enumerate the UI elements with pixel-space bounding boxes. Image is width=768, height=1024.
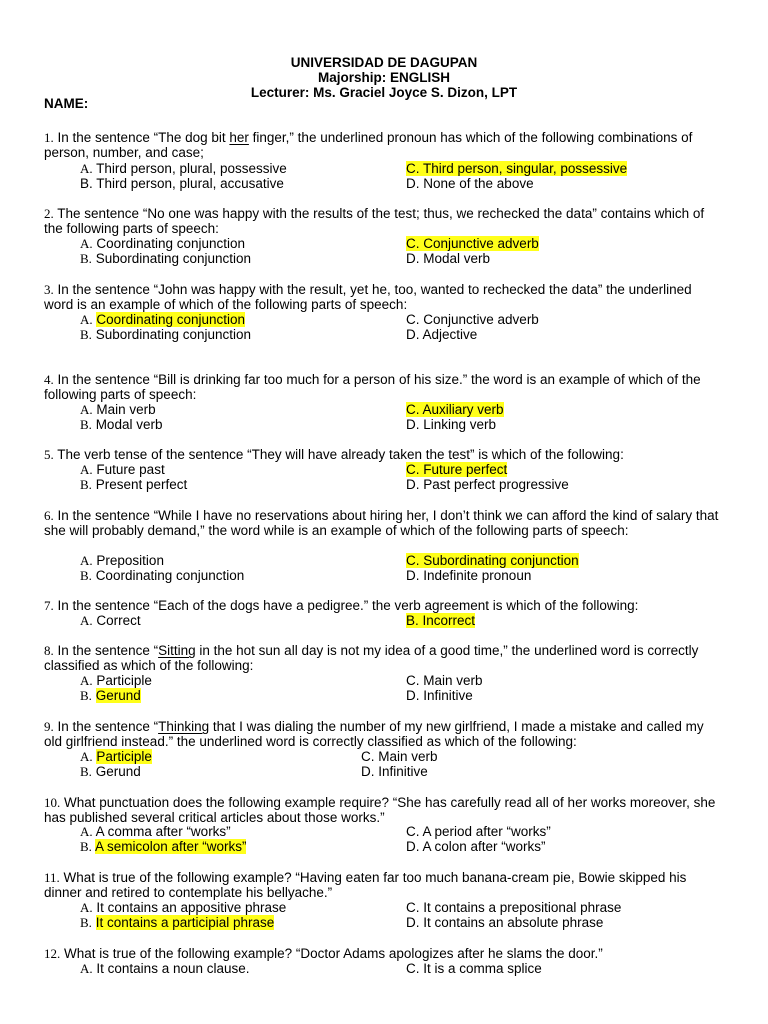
question-text bbox=[58, 598, 639, 613]
option-text: C. It is a comma splice bbox=[406, 961, 542, 976]
option-letter: B. bbox=[80, 915, 92, 931]
option-letter: A. bbox=[80, 236, 93, 251]
question-text bbox=[44, 206, 704, 236]
option-letter: B. bbox=[80, 251, 92, 267]
option-letter: B. bbox=[80, 839, 92, 855]
question-text bbox=[44, 870, 686, 900]
option-text: Participle bbox=[96, 749, 152, 764]
question-text-part: In the sentence “Bill is drinking far too much for a person of his size.” the word is an example of which of the following parts of speech: bbox=[44, 372, 701, 403]
option-text: D. Linking verb bbox=[406, 417, 497, 433]
option-text: Present perfect bbox=[95, 477, 188, 493]
option-letter: A. bbox=[80, 312, 93, 327]
underlined-word: Sitting bbox=[158, 643, 196, 658]
question-number: 11. bbox=[44, 870, 60, 885]
option-11-4 bbox=[406, 915, 603, 930]
question-number: 4. bbox=[44, 372, 54, 387]
option-text: D. None of the above bbox=[406, 176, 534, 192]
question-text-part: in the hot sun all day is not my idea of a good time,” the underlined word is correctly classified as which of the following: bbox=[44, 643, 699, 674]
option-8-2 bbox=[406, 673, 483, 688]
option-2-2 bbox=[406, 236, 539, 251]
option-letter: A. bbox=[80, 824, 93, 839]
question-number: 5. bbox=[44, 447, 54, 462]
question-text bbox=[44, 130, 692, 160]
option-letter: B. bbox=[80, 327, 92, 343]
option-8-1 bbox=[80, 673, 152, 688]
question-text bbox=[64, 946, 603, 961]
option-6-2 bbox=[406, 553, 579, 568]
question-text-part: What is true of the following example? “Doctor Adams apologizes after he slams the door.” bbox=[64, 946, 603, 961]
question-text bbox=[44, 372, 701, 402]
question-3 bbox=[44, 282, 724, 312]
option-letter: A. bbox=[80, 553, 93, 568]
option-11-2 bbox=[406, 900, 621, 915]
question-text-part: In the sentence “ bbox=[57, 643, 159, 658]
option-text: Coordinating conjunction bbox=[96, 236, 246, 251]
option-text: C. Future perfect bbox=[406, 462, 508, 477]
option-text: Coordinating conjunction bbox=[96, 312, 246, 327]
question-number: 6. bbox=[44, 508, 54, 523]
option-text: C. Conjunctive adverb bbox=[406, 312, 539, 327]
option-text: Modal verb bbox=[95, 417, 163, 433]
question-number: 3. bbox=[44, 282, 54, 297]
option-letter: A. bbox=[80, 613, 93, 628]
question-text-part: finger,” the underlined pronoun has which of the following combinations of person, number, and case; bbox=[44, 130, 693, 161]
option-text: Preposition bbox=[96, 553, 164, 568]
option-1-4 bbox=[406, 176, 534, 191]
question-number: 9. bbox=[44, 719, 54, 734]
question-8 bbox=[44, 643, 724, 673]
option-letter: A. bbox=[80, 161, 93, 176]
option-3-1 bbox=[80, 312, 245, 327]
option-text: Participle bbox=[96, 673, 152, 688]
option-9-2 bbox=[361, 749, 438, 764]
option-1-3 bbox=[80, 176, 284, 191]
question-12 bbox=[44, 946, 724, 961]
question-text bbox=[44, 643, 698, 673]
question-9 bbox=[44, 719, 724, 749]
option-3-2 bbox=[406, 312, 539, 327]
question-number: 8. bbox=[44, 643, 54, 658]
question-text-part: In the sentence “The dog bit bbox=[57, 130, 230, 145]
option-letter: B. bbox=[80, 568, 92, 584]
option-9-4 bbox=[361, 764, 428, 779]
question-5 bbox=[44, 447, 724, 462]
option-11-3 bbox=[80, 915, 274, 930]
option-letter: A. bbox=[80, 749, 93, 764]
option-text: Main verb bbox=[96, 402, 156, 417]
option-text: C. Main verb bbox=[406, 673, 483, 688]
question-number: 10. bbox=[44, 795, 61, 810]
majorship-title: Majorship: ENGLISH bbox=[317, 70, 450, 85]
option-6-4 bbox=[406, 568, 531, 583]
option-text: Coordinating conjunction bbox=[95, 568, 245, 584]
question-2 bbox=[44, 206, 724, 236]
option-text: C. It contains a prepositional phrase bbox=[406, 900, 622, 915]
option-2-1 bbox=[80, 236, 245, 251]
option-letter: B. bbox=[80, 764, 92, 780]
option-letter: A. bbox=[80, 402, 93, 417]
option-text: D. A colon after “works” bbox=[406, 839, 546, 855]
option-text: A semicolon after “works” bbox=[94, 839, 247, 855]
option-6-1 bbox=[80, 553, 164, 568]
question-11 bbox=[44, 870, 724, 900]
option-10-2 bbox=[406, 824, 551, 839]
option-3-3 bbox=[80, 327, 251, 342]
option-1-2 bbox=[406, 161, 627, 176]
university-title: UNIVERSIDAD DE DAGUPAN bbox=[290, 55, 478, 70]
option-text: Correct bbox=[96, 613, 141, 628]
option-5-3 bbox=[80, 477, 187, 492]
option-6-3 bbox=[80, 568, 244, 583]
question-text-part: The sentence “No one was happy with the results of the test; thus, we rechecked the data” contains which of the following parts of speech: bbox=[44, 206, 705, 237]
option-text: D. Indefinite pronoun bbox=[406, 568, 532, 584]
option-text: Third person, plural, possessive bbox=[96, 161, 287, 176]
question-6 bbox=[44, 508, 724, 538]
question-text-part: In the sentence “While I have no reservations about hiring her, I don’t think we can afford the kind of salary that she will probably demand,” the word while is an example of which of the following parts of speech: bbox=[44, 508, 719, 539]
option-12-2 bbox=[406, 961, 542, 976]
option-3-4 bbox=[406, 327, 477, 342]
question-number: 2. bbox=[44, 206, 54, 221]
name-label: NAME: bbox=[44, 96, 89, 111]
option-text: It contains a noun clause. bbox=[96, 961, 250, 976]
question-text-part: that I was dialing the number of my new girlfriend, I made a mistake and called my old girlfriend instead.” the underlined word is correctly classified as which of the following: bbox=[44, 719, 704, 750]
option-text: Future past bbox=[96, 462, 165, 477]
option-text: C. A period after “works” bbox=[406, 824, 551, 839]
question-text-part: The verb tense of the sentence “They will have already taken the test” is which of the following: bbox=[57, 447, 624, 462]
option-text: C. Conjunctive adverb bbox=[406, 236, 539, 251]
option-text: Gerund bbox=[95, 688, 141, 704]
underlined-word: her bbox=[229, 130, 249, 145]
question-text bbox=[44, 508, 718, 538]
question-10 bbox=[44, 795, 724, 825]
option-8-4 bbox=[406, 688, 473, 703]
option-text: D. Infinitive bbox=[361, 764, 428, 780]
option-text: C. Subordinating conjunction bbox=[406, 553, 579, 568]
question-number: 12. bbox=[44, 946, 61, 961]
question-text bbox=[57, 447, 624, 462]
option-11-1 bbox=[80, 900, 286, 915]
option-text: Subordinating conjunction bbox=[95, 327, 252, 343]
option-text: D. Modal verb bbox=[406, 251, 491, 267]
option-text: C. Main verb bbox=[361, 749, 438, 764]
question-text bbox=[44, 719, 704, 749]
option-4-1 bbox=[80, 402, 156, 417]
question-text-part: In the sentence “John was happy with the result, yet he, too, wanted to rechecked the data” the underlined word is an example of which of the following parts of speech: bbox=[44, 282, 692, 313]
option-8-3 bbox=[80, 688, 141, 703]
question-text bbox=[44, 282, 692, 312]
question-number: 1. bbox=[44, 130, 54, 145]
option-5-1 bbox=[80, 462, 165, 477]
question-text-part: In the sentence “Each of the dogs have a pedigree.” the verb agreement is which of the following: bbox=[57, 598, 639, 613]
option-4-3 bbox=[80, 417, 162, 432]
question-number: 7. bbox=[44, 598, 54, 613]
option-2-4 bbox=[406, 251, 490, 266]
option-letter: B. bbox=[80, 477, 92, 493]
question-7 bbox=[44, 598, 724, 613]
option-text: Subordinating conjunction bbox=[95, 251, 252, 267]
option-7-1 bbox=[80, 613, 141, 628]
option-2-3 bbox=[80, 251, 251, 266]
option-10-4 bbox=[406, 839, 546, 854]
option-text: C. Auxiliary verb bbox=[406, 402, 504, 417]
option-1-1 bbox=[80, 161, 287, 176]
option-letter: A. bbox=[80, 462, 93, 477]
option-5-4 bbox=[406, 477, 569, 492]
option-letter: A. bbox=[80, 900, 93, 915]
option-text: D. Past perfect progressive bbox=[406, 477, 569, 493]
option-7-2 bbox=[406, 613, 475, 628]
option-10-3 bbox=[80, 839, 246, 854]
question-text-part: What is true of the following example? “Having eaten far too much banana-cream pie, Bowie skipped his dinner and retired to contemplate his bellyache.” bbox=[44, 870, 687, 901]
underlined-word: Thinking bbox=[158, 719, 210, 734]
question-text bbox=[44, 795, 715, 825]
option-9-1 bbox=[80, 749, 152, 764]
option-text: C. Third person, singular, possessive bbox=[406, 161, 628, 176]
option-12-1 bbox=[80, 961, 250, 976]
option-letter: B. bbox=[80, 688, 92, 704]
option-text: D. Infinitive bbox=[406, 688, 473, 704]
option-letter: A. bbox=[80, 961, 93, 976]
option-text: It contains an appositive phrase bbox=[96, 900, 287, 915]
option-text: B. Incorrect bbox=[406, 613, 476, 628]
question-4 bbox=[44, 372, 724, 402]
question-1 bbox=[44, 130, 724, 160]
option-letter: A. bbox=[80, 673, 93, 688]
lecturer-title: Lecturer: Ms. Graciel Joyce S. Dizon, LPT bbox=[250, 85, 518, 100]
question-text-part: What punctuation does the following example require? “She has carefully read all of her works moreover, she has published several critical articles about those works.” bbox=[44, 795, 716, 826]
option-4-4 bbox=[406, 417, 496, 432]
option-text: It contains a participial phrase bbox=[95, 915, 275, 931]
option-9-3 bbox=[80, 764, 141, 779]
option-10-1 bbox=[80, 824, 231, 839]
option-4-2 bbox=[406, 402, 504, 417]
option-letter: B. bbox=[80, 417, 92, 433]
option-text: D. It contains an absolute phrase bbox=[406, 915, 604, 931]
option-text: B. Third person, plural, accusative bbox=[80, 176, 284, 192]
option-text: D. Adjective bbox=[406, 327, 478, 343]
option-text: Gerund bbox=[95, 764, 141, 780]
option-text: A comma after “works” bbox=[95, 824, 231, 839]
question-text-part: In the sentence “ bbox=[57, 719, 159, 734]
option-5-2 bbox=[406, 462, 507, 477]
